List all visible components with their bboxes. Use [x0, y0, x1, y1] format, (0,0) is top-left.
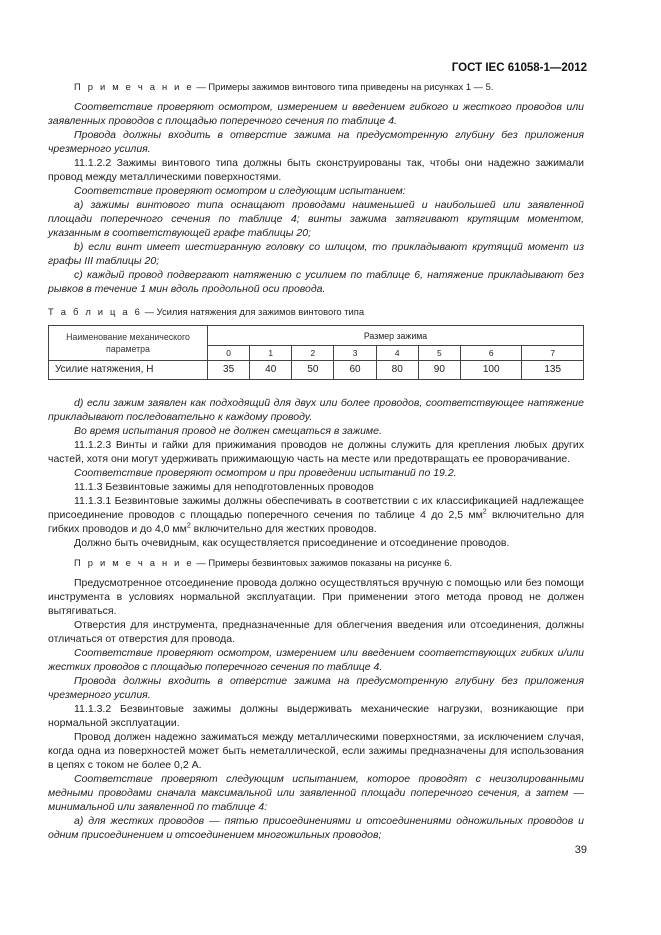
value-cell: 60	[334, 361, 376, 380]
page-number: 39	[574, 844, 587, 856]
list-item: c) каждый провод подвергают натяжению с усилием по таблице 6, натяжение прикладывают без рывков в течение 1 мин вдоль продольной оси провода.	[48, 269, 584, 295]
paragraph: 11.1.2.3 Винты и гайки для прижимания проводов не должны служить для крепления любых других частей, хотя они могут удерживать прижимающую часть на месте или предотвращать ее проворачивание.	[48, 439, 584, 465]
list-item: a) для жестких проводов — пятью присоединениями и отсоединениями одножильных проводов и одним присоединением и отсоединением многожильных проводов;	[48, 815, 584, 841]
superscript: 2	[186, 522, 191, 530]
paragraph: Предусмотренное отсоединение провода должно осуществляться вручную с помощью или без помощи инструмента в условиях нормальной эксплуатации. При применении этого метода провод не должен вытягиваться.	[48, 577, 584, 617]
note-text: — Примеры безвинтовых зажимов показаны на рисунке 6.	[193, 557, 453, 568]
text-run: включительно для жестких проводов.	[190, 523, 377, 535]
paragraph-11131	[48, 494, 584, 536]
paragraph: Отверстия для инструмента, предназначенные для облегчения введения или отсоединения, должны отличаться от отверстия для провода.	[48, 619, 584, 645]
size-cell: 2	[292, 346, 334, 361]
size-cell: 6	[460, 346, 522, 361]
value-cell: 80	[376, 361, 418, 380]
paragraph: Соответствие проверяют осмотром, измерением или введением соответствующих гибких и/или жестких проводов с площадью поперечного сечения по таблице 4.	[48, 647, 584, 673]
section-heading: 11.1.3 Безвинтовые зажимы для неподготовленных проводов	[74, 481, 374, 493]
size-cell: 5	[418, 346, 460, 361]
text-run: 11.1.3.1 Безвинтовые зажимы должны обеспечивать в соответствии с их классификацией надлежащее присоединение проводов с площадью поперечного сечения по таблице 4 до 2,5 мм	[48, 495, 584, 521]
paragraph: 11.1.2.2 Зажимы винтового типа должны быть сконструированы так, чтобы они надежно зажимали провод между металлическими поверхностями.	[48, 157, 584, 183]
paragraph: Соответствие проверяют осмотром и при проведении испытаний по 19.2.	[74, 467, 457, 479]
size-cell: 3	[334, 346, 376, 361]
superscript: 2	[482, 508, 487, 516]
value-cell: 40	[250, 361, 292, 380]
size-cell: 1	[250, 346, 292, 361]
list-item: b) если винт имеет шестигранную головку со шлицом, то прикладывают крутящий момент из графы III таблицы 20;	[48, 241, 584, 267]
note-label: П р и м е ч а н и е	[74, 81, 194, 92]
table-caption-label: Т а б л и ц а 6	[48, 306, 143, 317]
row-label: Усилие натяжения, Н	[49, 361, 208, 380]
paragraph: Провод должен надежно зажиматься между металлическими поверхностями, за исключением случая, когда одна из поверхностей может быть неметаллической, если зажимы предназначены для использования в цепях с током не более 0,2 А.	[48, 731, 584, 771]
size-cell: 4	[376, 346, 418, 361]
page-body	[48, 80, 584, 842]
note-text: — Примеры зажимов винтового типа приведены на рисунках 1 — 5.	[193, 81, 494, 92]
list-item: d) если зажим заявлен как подходящий для двух или более проводов, соответствующее натяжение прикладывают последовательно к каждому проводу.	[48, 397, 584, 423]
table-row	[49, 361, 584, 380]
list-item: a) зажимы винтового типа оснащают проводами наименьшей и наибольшей или заявленной площади поперечного сечения по таблице 4; винты зажима затягивают крутящим моментом, указанным в соответствующей графе таблицы 20;	[48, 199, 584, 239]
table-6	[48, 325, 584, 380]
value-cell: 100	[460, 361, 522, 380]
note-screwless-examples	[48, 556, 584, 570]
paragraph: Соответствие проверяют осмотром и следующим испытанием:	[74, 185, 406, 197]
table-caption-text: — Усилия натяжения для зажимов винтового типа	[142, 306, 365, 317]
paragraph: Во время испытания провод не должен смещаться в зажиме.	[74, 425, 382, 437]
paragraph: Провода должны входить в отверстие зажима на предусмотренную глубину без приложения чрезмерного усилия.	[48, 675, 584, 701]
table-header-param: Наименование механического параметра	[49, 326, 208, 361]
paragraph: Соответствие проверяют следующим испытанием, которое проводят с неизолированными медными проводами сначала максимальной или заявленной площади поперечного сечения, а затем — минимальной или заявленной по таблице 4:	[48, 773, 584, 813]
size-cell: 7	[522, 346, 584, 361]
value-cell: 50	[292, 361, 334, 380]
paragraph: Провода должны входить в отверстие зажима на предусмотренную глубину без приложения чрезмерного усилия.	[48, 129, 584, 155]
paragraph: 11.1.3.2 Безвинтовые зажимы должны выдерживать механические нагрузки, возникающие при нормальной эксплуатации.	[48, 703, 584, 729]
note-screw-examples	[48, 80, 584, 94]
value-cell: 90	[418, 361, 460, 380]
text-run: включительно для гибких проводов и до 4,0 мм	[48, 509, 585, 535]
table-caption	[48, 305, 584, 319]
document-code: ГОСТ IEC 61058-1—2012	[451, 62, 587, 74]
note-label: П р и м е ч а н и е	[74, 557, 194, 568]
value-cell: 35	[208, 361, 250, 380]
paragraph: Соответствие проверяют осмотром, измерением и введением гибкого и жесткого проводов или заявленных проводов с площадью поперечного сечения по таблице 4.	[48, 101, 584, 127]
size-cell: 0	[208, 346, 250, 361]
value-cell: 135	[522, 361, 584, 380]
table-header-size: Размер зажима	[208, 326, 584, 346]
paragraph: Должно быть очевидным, как осуществляется присоединение и отсоединение проводов.	[74, 537, 510, 549]
